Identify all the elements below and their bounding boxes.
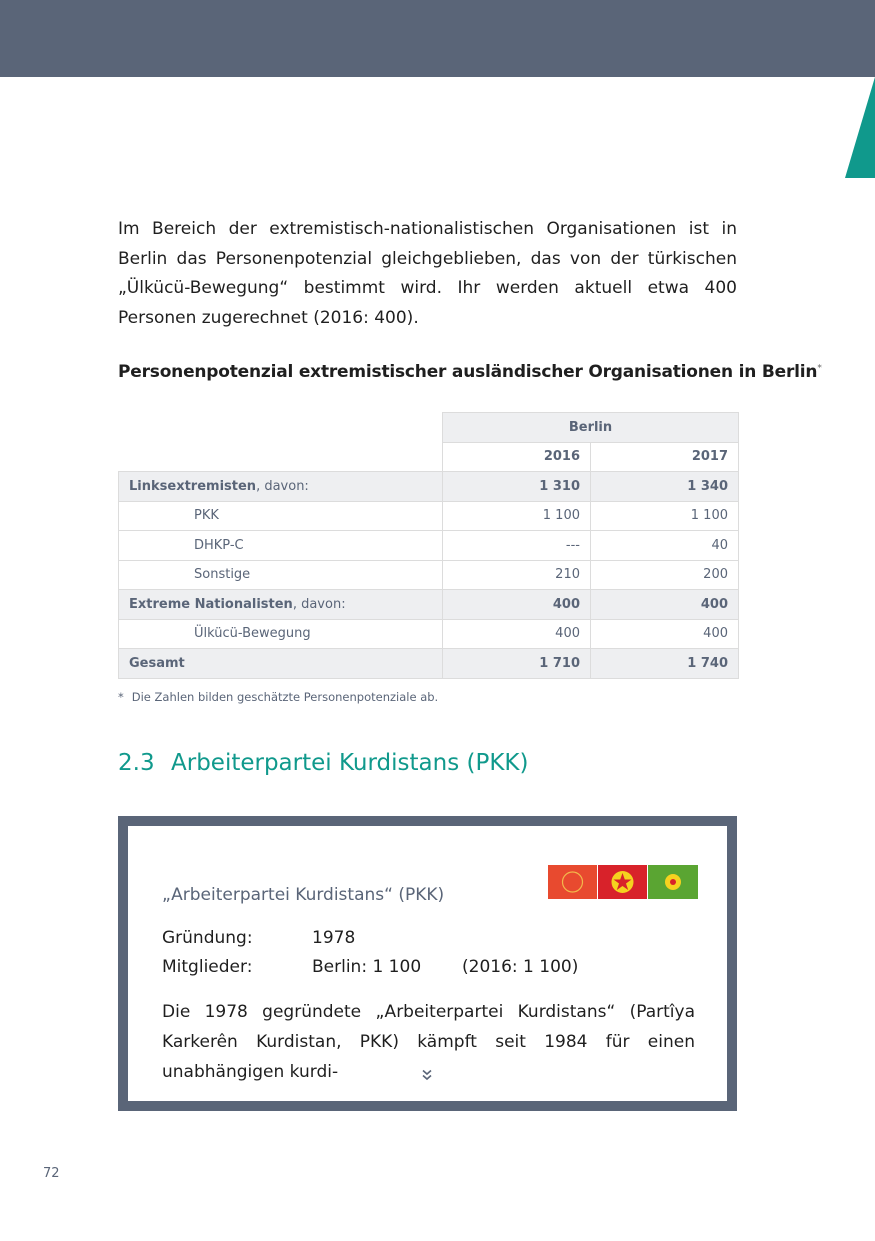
table-row	[119, 590, 739, 620]
cell-2017: 400	[591, 619, 739, 649]
pkk-flags-icon	[548, 865, 698, 899]
row-label: Ülkücü-Bewegung	[119, 619, 443, 649]
cell-2016: 400	[443, 590, 591, 620]
double-chevron-down-icon[interactable]	[421, 1069, 433, 1081]
table-row	[119, 531, 739, 561]
table-row	[119, 501, 739, 531]
cell-2017: 1 340	[591, 472, 739, 502]
table-title-marker: *	[817, 363, 822, 374]
table-title-text: Personenpotenzial extremistischer ausländischer Organisationen in Berlin	[118, 362, 818, 382]
infobox-title: „Arbeiterpartei Kurdistans“ (PKK)	[162, 885, 445, 905]
cell-2016: 210	[443, 560, 591, 590]
corner-triangle-decoration	[840, 77, 875, 178]
table-row	[119, 472, 739, 502]
row-label: DHKP-C	[119, 531, 443, 561]
intro-paragraph: Im Bereich der extremistisch-nationalistischen Organisationen ist in Berlin das Personenpotenzial gleichgeblieben, das von der türkischen „Ülkücü-Bewegung“ bestimmt wird. Ihr werden aktuell etwa 400 Personen zugerechnet (2016: 400).	[118, 219, 737, 328]
table-header-row-region	[119, 413, 739, 443]
row-label: PKK	[119, 501, 443, 531]
founding-label: Gründung:	[162, 928, 253, 948]
cell-2016: 400	[443, 619, 591, 649]
cell-2016: 1 100	[443, 501, 591, 531]
row-label: Extreme Nationalisten, davon:	[119, 590, 443, 620]
cell-2016: 1 310	[443, 472, 591, 502]
infobox-content	[128, 826, 727, 1101]
cell-2017: 200	[591, 560, 739, 590]
row-label: Sonstige	[119, 560, 443, 590]
members-label: Mitglieder:	[162, 957, 253, 977]
page-number: 72	[43, 1166, 60, 1181]
members-previous: (2016: 1 100)	[462, 957, 579, 977]
founding-row	[162, 928, 462, 948]
cell-2016: ---	[443, 531, 591, 561]
section-heading	[118, 750, 528, 776]
cell-2016: 1 710	[443, 649, 591, 679]
section-title: Arbeiterpartei Kurdistans (PKK)	[171, 750, 529, 776]
infobox-text: Die 1978 gegründete „Arbeiterpartei Kurdistans“ (Partîya Karkerên Kurdistan, PKK) kämpft seit 1984 für einen unabhängigen kurdi-	[162, 1002, 695, 1082]
founding-value: 1978	[312, 928, 356, 948]
cell-2017: 1 100	[591, 501, 739, 531]
header-bar	[0, 0, 875, 77]
year-2017-header: 2017	[591, 442, 739, 472]
cell-2017: 1 740	[591, 649, 739, 679]
footnote-text: Die Zahlen bilden geschätzte Personenpotenziale ab.	[131, 690, 439, 704]
row-label: Gesamt	[119, 649, 443, 679]
table-row	[119, 619, 739, 649]
cell-2017: 40	[591, 531, 739, 561]
table-title	[118, 362, 822, 382]
year-2016-header: 2016	[443, 442, 591, 472]
table-header-row-years	[119, 442, 739, 472]
members-row	[162, 957, 578, 977]
members-value: Berlin: 1 100	[312, 957, 422, 977]
table-footnote	[118, 690, 438, 704]
table-row-total	[119, 649, 739, 679]
cell-2017: 400	[591, 590, 739, 620]
footnote-marker: *	[118, 690, 124, 704]
region-header: Berlin	[443, 413, 739, 443]
personenpotenzial-table	[118, 412, 739, 679]
section-number: 2.3	[118, 750, 155, 776]
table-row	[119, 560, 739, 590]
row-label: Linksextremisten, davon:	[119, 472, 443, 502]
pkk-infobox	[118, 816, 737, 1111]
